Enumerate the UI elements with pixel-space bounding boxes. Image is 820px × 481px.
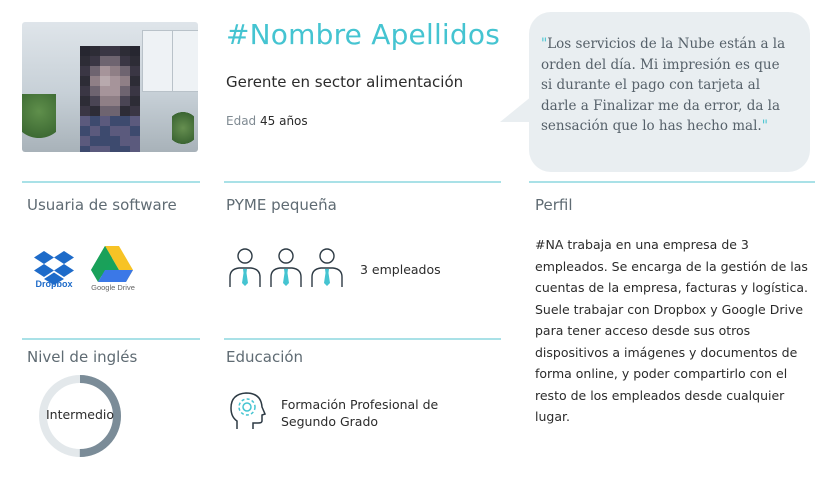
divider-software — [22, 181, 200, 183]
education-title: Educación — [226, 348, 304, 366]
profile-title: Perfil — [535, 196, 573, 214]
employee-icon — [310, 247, 344, 289]
profile-photo — [22, 22, 198, 152]
google-drive-label: Google Drive — [91, 283, 135, 292]
head-gear-icon — [228, 390, 266, 430]
divider-english — [22, 338, 200, 340]
employee-icon — [228, 247, 262, 289]
divider-education — [224, 338, 501, 340]
english-title: Nivel de inglés — [27, 348, 138, 366]
profile-paragraph: #NA trabaja en una empresa de 3 empleados. Se encarga de la gestión de las cuentas de la empresa, facturas y logística. — [535, 237, 808, 295]
google-drive-icon — [90, 244, 134, 284]
age-value: 45 años — [260, 114, 308, 128]
speech-bubble-tail — [500, 96, 532, 122]
quote-bubble — [529, 12, 810, 172]
divider-profile — [529, 181, 815, 183]
persona-job: Gerente en sector alimentación — [226, 73, 464, 91]
employee-count: 3 empleados — [360, 262, 441, 277]
persona-age — [226, 114, 308, 128]
divider-company — [224, 181, 501, 183]
education-text: Formación Profesional de Segundo Grado — [281, 397, 439, 429]
software-title: Usuaria de software — [27, 196, 177, 214]
english-level-label: Intermedio — [45, 407, 115, 422]
quote-close-mark: " — [761, 118, 768, 134]
company-title: PYME pequeña — [226, 196, 337, 214]
employee-icon — [269, 247, 303, 289]
quote-open-mark: " — [541, 36, 548, 52]
persona-name: #Nombre Apellidos — [226, 18, 500, 51]
profile-paragraph: Suele trabajar con Dropbox y Google Drive para tener acceso desde sus otros dispositivos a imágenes y documentos de forma online, y poder compartirlo con el resto de los empleados desde cualquier lugar. — [535, 301, 804, 424]
quote-text: Los servicios de la Nube están a la orden del día. Mi impresión es que si durante el pago con tarjeta al darle a Finalizar me da error, da la sensación que lo has hecho mal. — [541, 36, 786, 134]
profile-description — [535, 234, 815, 428]
dropbox-label: Dropbox — [35, 279, 73, 289]
age-label: Edad — [226, 114, 257, 128]
